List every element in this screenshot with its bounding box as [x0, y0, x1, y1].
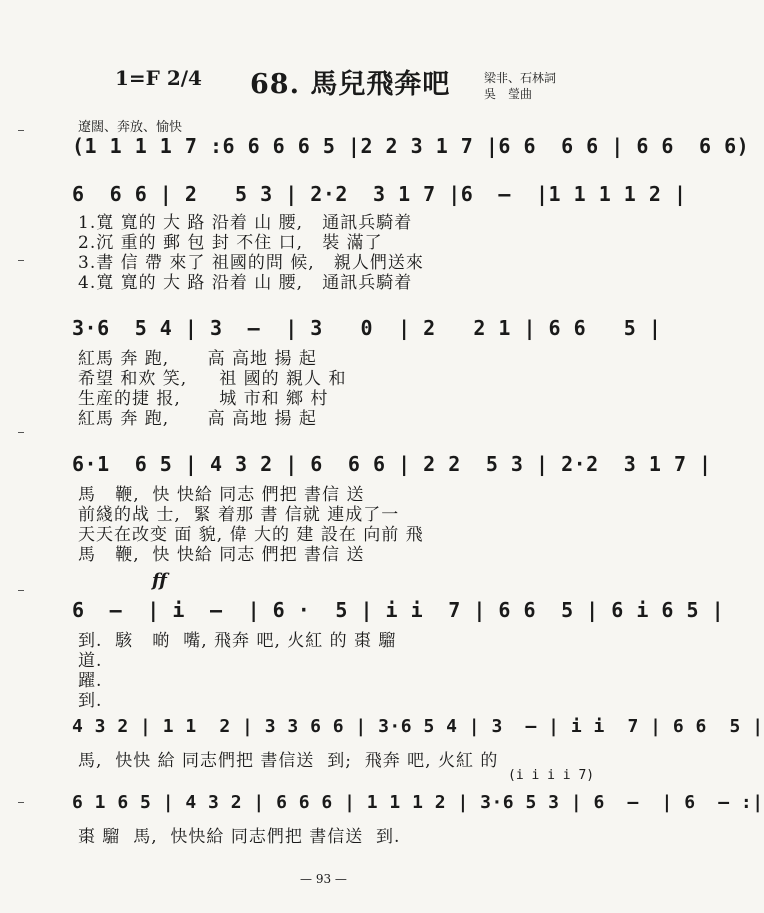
page-number: — 93 — — [300, 872, 347, 886]
notation-line-2: 6 6 6 | 2 5 3 | 2·2 3 1 7 |6 – |1 1 1 1 2 | — [72, 182, 687, 206]
notation-line-6: 4 3 2 | 1 1 2 | 3 3 6 6 | 3·6 5 4 | 3 – | i i 7 | 6 6 5 | — [72, 716, 764, 737]
margin-mark — [18, 590, 24, 591]
composer-credit: 吳 瑩曲 — [484, 87, 533, 101]
lyric-verse-3: 躍. — [78, 671, 103, 691]
margin-mark — [18, 260, 24, 261]
lyric-verse-2: 希望 和欢 笑, 祖 國的 親人 和 — [78, 369, 347, 389]
lyric-verse-1: 1.寬 寬的 大 路 沿着 山 腰, 通訊兵騎着 — [78, 213, 413, 233]
credits — [484, 70, 556, 102]
notation-line-4: 6·1 6 5 | 4 3 2 | 6 6 6 | 2 2 5 3 | 2·2 3 1 7 | — [72, 452, 712, 476]
song-title: 68. 馬兒飛奔吧 — [250, 69, 451, 100]
lyric-verse-4: 4.寬 寬的 大 路 沿着 山 腰, 通訊兵騎着 — [78, 273, 413, 293]
lyric-line: 棗 騮 馬, 快快給 同志們把 書信送 到. — [78, 827, 401, 847]
notation-line-1: (1 1 1 1 7 :6 6 6 6 5 |2 2 3 1 7 |6 6 6 6 | 6 6 6 6) — [72, 134, 750, 158]
notation-line-3: 3·6 5 4 | 3 – | 3 0 | 2 2 1 | 6 6 5 | — [72, 316, 662, 340]
lyric-verse-3: 3.書 信 帶 來了 祖國的問 候, 親人們送來 — [78, 253, 424, 273]
lyric-verse-4: 紅馬 奔 跑, 高 高地 揚 起 — [78, 409, 317, 429]
tempo-marking: 遼闊、奔放、愉快 — [78, 120, 183, 135]
lyric-verse-1: 到. 駭 啲 嘴, 飛奔 吧, 火紅 的 棗 騮 — [78, 631, 397, 651]
lyric-verse-2: 前綫的战 士, 緊 着那 書 信就 連成了一 — [78, 505, 400, 525]
notation-line-7: 6 1 6 5 | 4 3 2 | 6 6 6 | 1 1 1 2 | 3·6 5 3 | 6 – | 6 – :| — [72, 792, 764, 813]
lyric-verse-3: 生産的捷 报, 城 市和 鄉 村 — [78, 389, 329, 409]
margin-mark — [18, 432, 24, 433]
margin-mark — [18, 130, 24, 131]
lyricist-credit: 梁非、石林詞 — [484, 71, 557, 85]
margin-mark — [18, 802, 24, 803]
lyric-verse-4: 到. — [78, 691, 103, 711]
lyric-verse-3: 天天在改变 面 貌, 偉 大的 建 設在 向前 飛 — [78, 525, 424, 545]
lyric-line: 馬, 快快 給 同志們把 書信送 到; 飛奔 吧, 火紅 的 — [78, 751, 499, 771]
lyric-verse-1: 紅馬 奔 跑, 高 高地 揚 起 — [78, 349, 317, 369]
notation-line-5: 6 – | i – | 6 · 5 | i i 7 | 6 6 5 | 6 i 6 5 | — [72, 598, 725, 622]
lyric-verse-2: 2.沉 重的 郵 包 封 不住 口, 裝 滿了 — [78, 233, 383, 253]
key-signature: 1=F 2/4 — [115, 66, 202, 90]
lyric-verse-4: 馬 鞭, 快 快給 同志 們把 書信 送 — [78, 545, 365, 565]
ending-alternate-notes: (i i i i 7) — [508, 768, 595, 783]
dynamic-ff: ff — [152, 570, 167, 591]
lyric-verse-2: 道. — [78, 651, 103, 671]
lyric-verse-1: 馬 鞭, 快 快給 同志 們把 書信 送 — [78, 485, 365, 505]
